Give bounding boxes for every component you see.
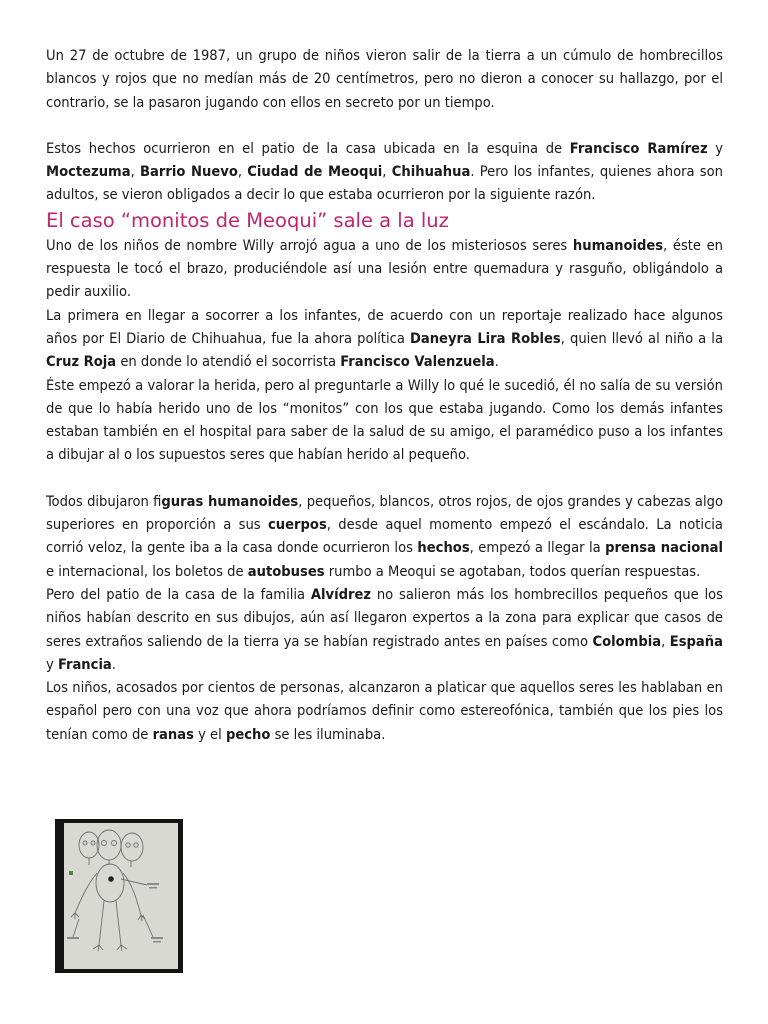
paragraph-7: Pero del patio de la casa de la familia Alvídrez no salieron más los hombrecillos pequeños que los niños habían descrito en sus dibujos, aún así llegaron expertos a la zona para explicar que casos de seres extraños saliendo de la tierra ya se habían registrado antes en países como Colombia, España y Francia. (46, 585, 723, 673)
paragraph-4: La primera en llegar a socorrer a los infantes, de acuerdo con un reportaje realizado hace algunos años por El Diario de Chihuahua, fue la ahora política Daneyra Lira Robles, quien llevó al niño a la Cruz Roja en donde lo atendió el socorrista Francisco Valenzuela. (46, 306, 723, 371)
paragraph-3: Uno de los niños de nombre Willy arrojó agua a uno de los misteriosos seres humanoides, éste en respuesta le tocó el brazo, produciéndole así una lesión entre quemadura y rasguño, obligándolo a pedir auxilio. (46, 236, 723, 301)
paragraph-8: Los niños, acosados por cientos de personas, alcanzaron a platicar que aquellos seres les hablaban en español pero con una voz que ahora podríamos definir como estereofónica, también que los pies los tenían como de ranas y el pecho se les iluminaba. (46, 679, 723, 743)
paragraph-2: Estos hechos ocurrieron en el patio de la casa ubicada en la esquina de Francisco Ramírez y Moctezuma, Barrio Nuevo, Ciudad de Meoqui, Chihuahua. Pero los infantes, quienes ahora son adultos, se vieron obligados a decir lo que estaba ocurrieron por la siguiente razón. (46, 139, 724, 204)
paragraph-5: Éste empezó a valorar la herida, pero al preguntarle a Willy lo qué le sucedió, él no salía de su versión de que lo había herido uno de los “monitos” con los que estaba jugando. Como los demás infantes estaban también en el hospital para saber de la salud de su amigo, el paramédico puso a los infantes a dibujar al o los supuestos seres que habían herido al pequeño. (46, 376, 723, 464)
drawing-photo (55, 819, 183, 973)
article (46, 44, 723, 746)
section-heading: El caso “monitos de Meoqui” sale a la luz (46, 208, 449, 232)
paragraph-1: Un 27 de octubre de 1987, un grupo de niños vieron salir de la tierra a un cúmulo de hombrecillos blancos y rojos que no medían más de 20 centímetros, pero no dieron a conocer su hallazgo, por el contrario, se la pasaron jugando con ellos en secreto por un tiempo. (46, 47, 723, 111)
paragraph-6: Todos dibujaron figuras humanoides, pequeños, blancos, otros rojos, de ojos grandes y cabezas algo superiores en proporción a sus cuerpos, desde aquel momento empezó el escándalo. La noticia corrió veloz, la gente iba a la casa donde ocurrieron los hechos, empezó a llegar la prensa nacional e internacional, los boletos de autobuses rumbo a Meoqui se agotaban, todos querían respuestas. (46, 492, 723, 580)
humanoid-drawing-icon (55, 819, 183, 973)
